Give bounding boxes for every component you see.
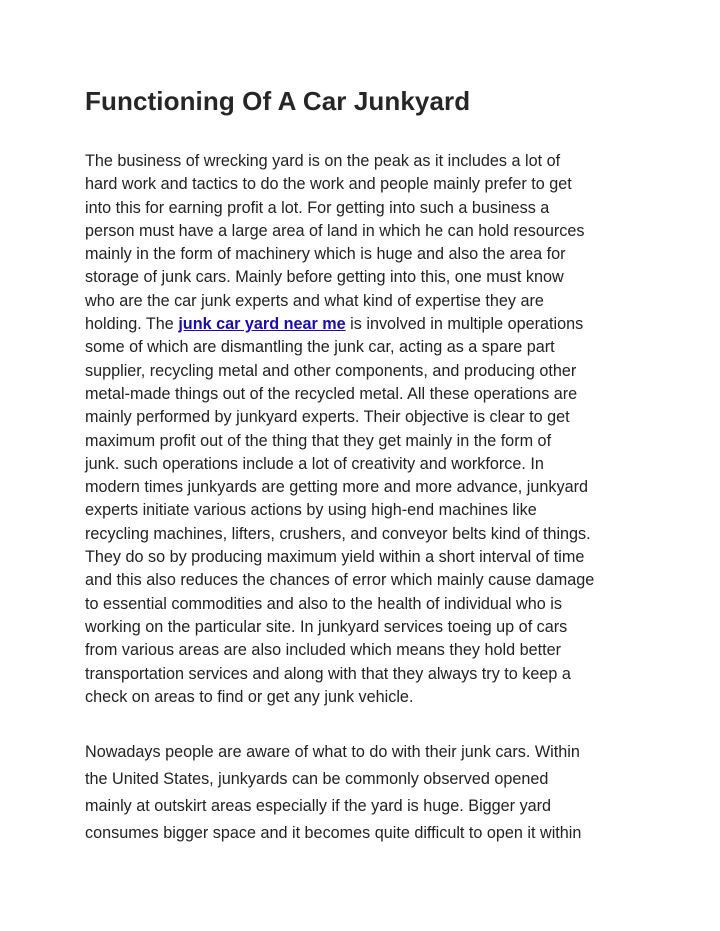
paragraph-line: consumes bigger space and it becomes quite difficult to open it within	[85, 824, 582, 842]
paragraph-line: mainly in the form of machinery which is huge and also the area for	[85, 245, 566, 264]
paragraph-line: The business of wrecking yard is on the peak as it includes a lot of	[85, 152, 561, 170]
paragraph-line: check on areas to find or get any junk vehicle.	[85, 687, 414, 706]
document-title: Functioning Of A Car Junkyard	[85, 86, 471, 116]
paragraph-line: into this for earning profit a lot. For getting into such a business a	[85, 198, 550, 217]
paragraph-line: recycling machines, lifters, crushers, and conveyor belts kind of things.	[85, 524, 591, 543]
paragraph-line: maximum profit out of the thing that they get mainly in the form of	[85, 431, 552, 450]
paragraph-line: to essential commodities and also to the health of individual who is	[85, 594, 562, 613]
body-paragraph-1	[85, 150, 645, 709]
paragraph-line: mainly performed by junkyard experts. Their objective is clear to get	[85, 408, 570, 427]
paragraph-line: They do so by producing maximum yield within a short interval of time	[85, 548, 585, 567]
paragraph-line: Nowadays people are aware of what to do with their junk cars. Within	[85, 743, 580, 761]
paragraph-line: some of which are dismantling the junk car, acting as a spare part	[85, 338, 555, 357]
paragraph-line: transportation services and along with that they always try to keep a	[85, 664, 571, 683]
paragraph-line: person must have a large area of land in which he can hold resources	[85, 221, 585, 240]
paragraph-line: modern times junkyards are getting more and more advance, junkyard	[85, 478, 588, 497]
body-paragraph-2	[85, 739, 645, 847]
paragraph-line: from various areas are also included which means they hold better	[85, 641, 561, 660]
paragraph-line: the United States, junkyards can be commonly observed opened	[85, 770, 549, 788]
paragraph-line: supplier, recycling metal and other components, and producing other	[85, 361, 577, 380]
paragraph-line: and this also reduces the chances of error which mainly cause damage	[85, 571, 595, 590]
paragraph-line: experts initiate various actions by using high-end machines like	[85, 501, 537, 520]
link-line-before: holding. The	[85, 315, 179, 334]
paragraph-line-with-link	[85, 313, 645, 336]
paragraph-line: working on the particular site. In junkyard services toeing up of cars	[85, 617, 568, 636]
paragraph-line: junk. such operations include a lot of creativity and workforce. In	[85, 454, 544, 473]
junk-car-yard-link[interactable]: junk car yard near me	[178, 315, 346, 334]
paragraph-line: who are the car junk experts and what kind of expertise they are	[85, 291, 544, 310]
paragraph-line: hard work and tactics to do the work and people mainly prefer to get	[85, 175, 572, 194]
paragraph-line: metal-made things out of the recycled metal. All these operations are	[85, 384, 578, 403]
link-line-after: is involved in multiple operations	[345, 315, 584, 334]
paragraph-line: mainly at outskirt areas especially if the yard is huge. Bigger yard	[85, 797, 552, 815]
paragraph-line: storage of junk cars. Mainly before getting into this, one must know	[85, 268, 564, 287]
